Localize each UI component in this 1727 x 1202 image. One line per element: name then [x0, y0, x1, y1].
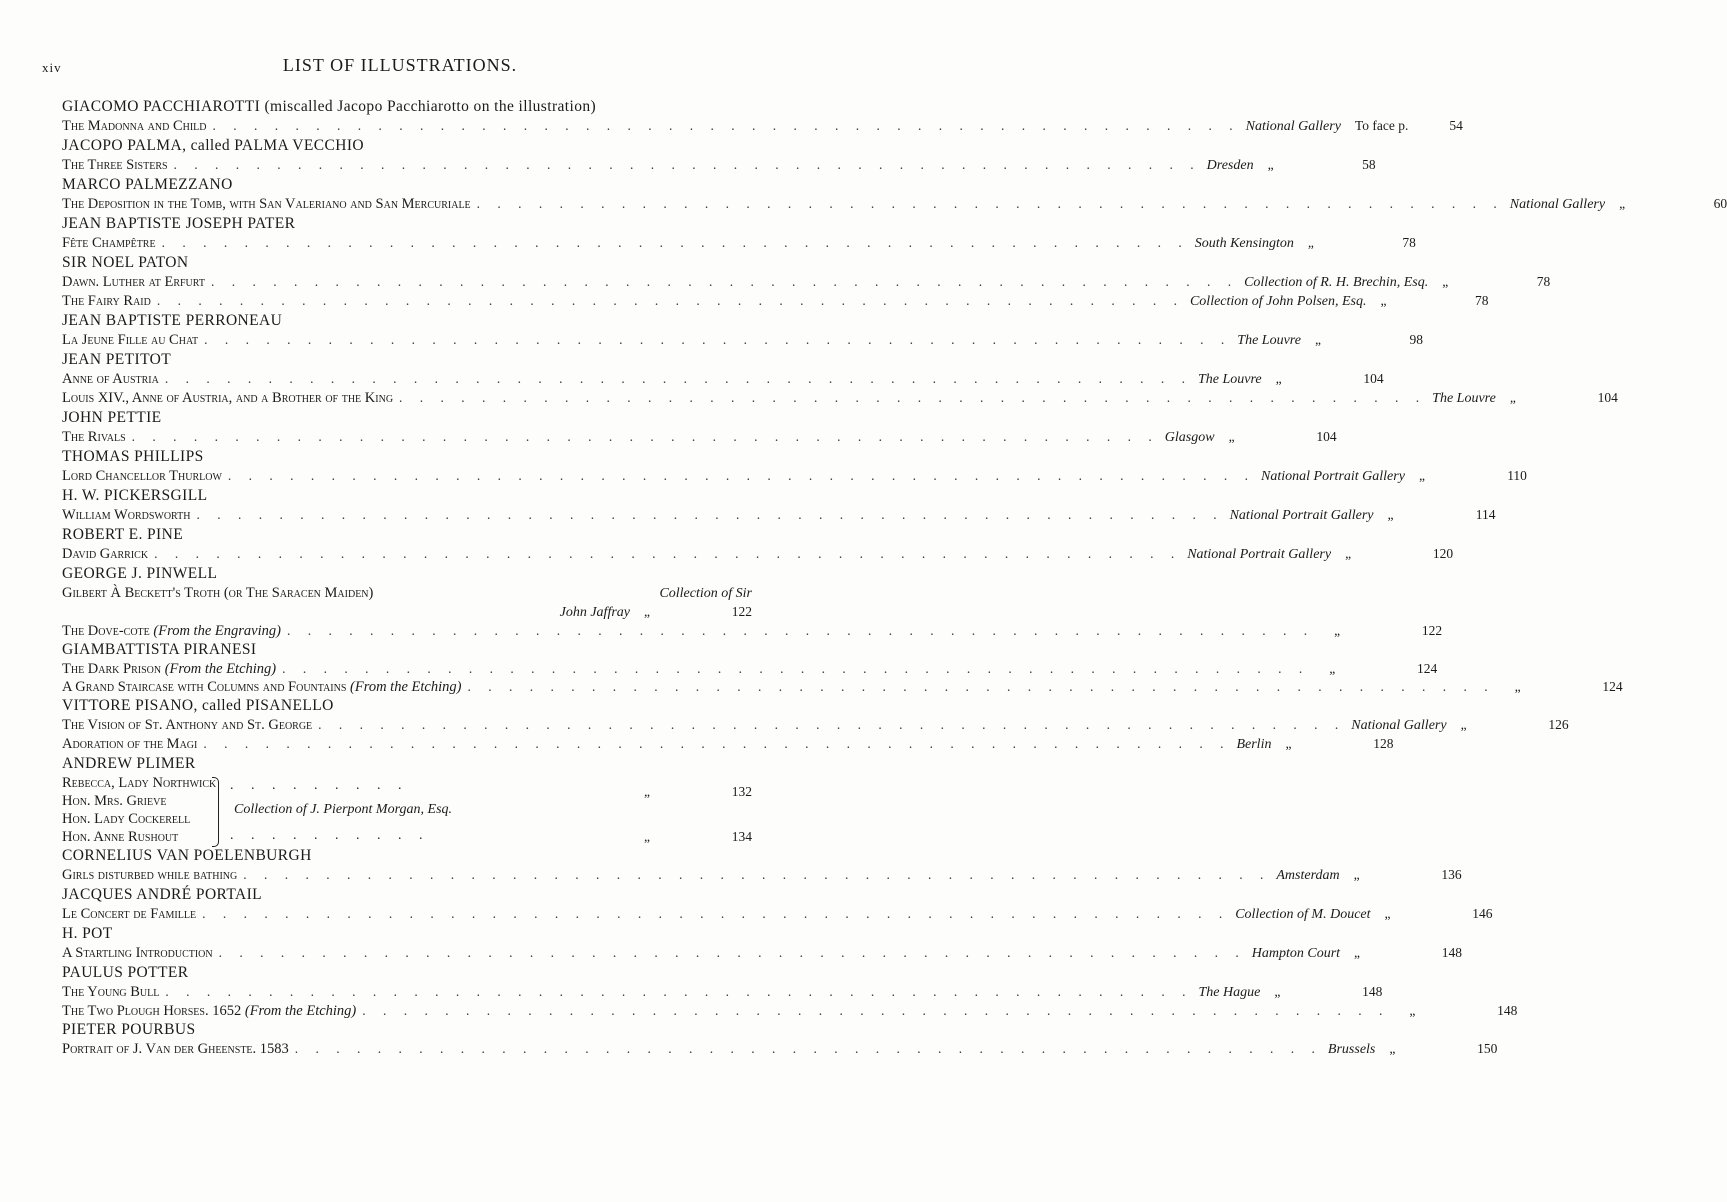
leader-dots: . . . . . . . . . . . . . . . . . . . . . . . . . . . . . . . . . . . . . . . . . . . . . . . . . .: [156, 293, 1184, 308]
illustration-main: [62, 944, 1340, 963]
illustration-title: The Fairy Raid: [62, 293, 151, 309]
illustration-main: [62, 866, 1340, 885]
artist-entry: [62, 1020, 1498, 1059]
illustration-location: Glasgow: [1164, 430, 1215, 445]
leader-dots: . . . . . . . . . . . . . . . . . . . . . . . . . . . . . . . . . . . . . . . . . . . . . . . . . .: [362, 1003, 1390, 1018]
ref-page: 78: [1536, 274, 1551, 289]
page-reference: [1375, 1040, 1497, 1058]
leader-dots: . . . . . . . . . .: [230, 828, 430, 843]
illustration-title: A Grand Staircase with Columns and Fountains (From the Etching): [62, 679, 462, 695]
page-reference: [1371, 905, 1493, 923]
ref-page: 148: [1441, 945, 1463, 960]
leader-dots: . . . . . . . . . . . . . . . . . . . . . . . . . . . . . . . . . . . . . . . . . . . . . . . . . .: [204, 332, 1232, 347]
illustration-row: [62, 428, 1337, 447]
artist-name: GEORGE J. PINWELL: [62, 565, 218, 582]
page-reference: [1331, 545, 1453, 563]
illustration-row: [62, 545, 1454, 564]
illustration-row: [62, 983, 1383, 1002]
illustration-main: [62, 1002, 1395, 1020]
leader-dots: . . . . . . . . . . . . . . . . . . . . . . . . . . . . . . . . . . . . . . . . . . . . . . . . . .: [203, 736, 1231, 751]
artist-entry: [62, 754, 752, 846]
illustration-title: Anne of Austria: [62, 371, 159, 387]
ref-label: „: [1334, 623, 1341, 638]
illustration-main: [62, 678, 1501, 696]
illustration-location: Berlin: [1236, 737, 1272, 752]
illustration-row: [62, 1040, 1498, 1059]
artist-entry: [62, 253, 1551, 311]
illustration-main: [62, 905, 1371, 924]
page-reference: [1262, 370, 1384, 388]
ref-page: 120: [1432, 546, 1454, 561]
leader-dots: . . . . . . . . . . . . . . . . . . . . . . . . . . . . . . . . . . . . . . . . . . . . . . . . . .: [294, 1041, 1322, 1056]
illustration-title: The Vision of St. Anthony and St. George: [62, 717, 313, 733]
artist-name: CORNELIUS VAN POELENBURGH: [62, 847, 312, 864]
artist-entry: [62, 175, 1727, 214]
ref-label: „: [1345, 546, 1352, 561]
illustration-main: [62, 735, 1271, 754]
page-reference: [1340, 866, 1462, 884]
group-location: Collection of J. Pierpont Morgan, Esq.: [234, 802, 453, 817]
artist-entry: [62, 214, 1416, 253]
artist-name: PIETER POURBUS: [62, 1021, 196, 1038]
running-head: LIST OF ILLUSTRATIONS.: [282, 55, 518, 75]
artist-name: JACQUES ANDRÉ PORTAIL: [62, 886, 262, 903]
artist-entry: [62, 963, 1518, 1020]
illustration-title: Portrait of J. Van der Gheenste. 1583: [62, 1041, 289, 1057]
page-reference: [1254, 156, 1376, 174]
artist-name: PAULUS POTTER: [62, 964, 189, 981]
illustrations-list: [62, 97, 1727, 1059]
illustration-row: [62, 678, 1623, 696]
page-reference: [1447, 716, 1569, 734]
illustration-location: The Hague: [1198, 985, 1261, 1000]
leader-dots: . . . . . . . . . . . . . . . . . . . . . . . . . . . . . . . . . . . . . . . . . . . . . . . . . .: [318, 717, 1346, 732]
ref-page: 114: [1475, 507, 1496, 522]
artist-entry: [62, 846, 1462, 885]
illustration-main: [62, 195, 1605, 214]
illustration-row: [62, 866, 1462, 885]
artist-name: JEAN PETITOT: [62, 351, 172, 368]
illustration-main: [62, 331, 1301, 350]
illustration-title: The Three Sisters: [62, 157, 168, 173]
illustration-main: [62, 545, 1331, 564]
illustration-note: (From the Etching): [244, 1003, 357, 1019]
illustration-location: Brussels: [1327, 1042, 1376, 1057]
ref-page: 148: [1497, 1003, 1518, 1018]
ref-label: „: [1380, 293, 1387, 308]
page-reference: [630, 603, 752, 621]
artist-entry: [62, 136, 1376, 175]
leader-dots: . . . . . . . . . . . . . . . . . . . . . . . . . . . . . . . . . . . . . . . . . . . . . . . . . .: [399, 390, 1427, 405]
illustration-title: Lord Chancellor Thurlow: [62, 468, 222, 484]
ref-page: 110: [1507, 468, 1527, 483]
illustration-location: National Gallery: [1351, 718, 1447, 733]
page-reference: [1405, 467, 1527, 485]
ref-label: „: [644, 829, 650, 844]
leader-dots: . . . . . . . . . . . . . . . . . . . . . . . . . . . . . . . . . . . . . . . . . . . . . . . . . .: [202, 906, 1230, 921]
leader-dots: . . . . . . . . . . . . . . . . . . . . . . . . . . . . . . . . . . . . . . . . . . . . . . . . . .: [212, 118, 1240, 133]
illustration-title: Gilbert À Beckett's Troth (or The Saracen Maiden): [62, 585, 374, 601]
ref-label: „: [1353, 867, 1360, 882]
illustration-two-line: [62, 584, 752, 622]
leader-dots: . . . . . . . . .: [230, 778, 409, 793]
illustration-note: (From the Engraving): [153, 623, 281, 639]
leader-dots: . . . . . . . . . . . . . . . . . . . . . . . . . . . . . . . . . . . . . . . . . . . . . . . . . .: [164, 371, 1192, 386]
illustration-location: National Gallery: [1245, 119, 1341, 134]
illustration-row: [62, 735, 1394, 754]
illustration-location: The Louvre: [1432, 391, 1496, 406]
illustration-main: [62, 622, 1320, 640]
ref-page: 122: [731, 604, 752, 619]
illustration-main: [62, 467, 1405, 486]
illustration-title: Hon. Mrs. Grieve: [62, 793, 167, 809]
illustration-title: Hon. Anne Rushout: [62, 829, 179, 845]
illustration-title: Hon. Lady Cockerell: [62, 811, 191, 827]
artist-entry: [62, 486, 1496, 525]
ref-page: 104: [1316, 429, 1337, 444]
artist-entry: [62, 564, 1443, 640]
page-reference: [1501, 678, 1623, 696]
ref-page: 122: [1421, 623, 1443, 638]
illustration-title: William Wordsworth: [62, 507, 191, 523]
ref-label: „: [1409, 1003, 1416, 1018]
page-number: xiv: [42, 60, 62, 75]
page-reference: [1341, 117, 1463, 135]
illustration-row: [62, 370, 1384, 389]
illustration-title: Adoration of the Magi: [62, 736, 198, 752]
page-reference: [630, 828, 752, 846]
illustration-location: National Portrait Gallery: [1261, 469, 1405, 484]
illustration-note: (From the Etching): [350, 679, 462, 695]
ref-label: To face p.: [1354, 118, 1409, 133]
ref-page: 104: [1363, 371, 1384, 386]
ref-label: „: [1228, 429, 1235, 444]
illustration-note: (From the Etching): [164, 661, 277, 677]
artist-name: H. POT: [62, 925, 113, 942]
ref-label: „: [1418, 468, 1425, 483]
illustration-main: [62, 660, 1315, 678]
leader-dots: . . . . . . . . . . . . . . . . . . . . . . . . . . . . . . . . . . . . . . . . . . . . . . . . . .: [286, 623, 1315, 638]
leader-dots: . . . . . . . . . . . . . . . . . . . . . . . . . . . . . . . . . . . . . . . . . . . . . . . . . .: [210, 274, 1239, 289]
ref-label: „: [1619, 196, 1626, 211]
ref-page: 124: [1602, 679, 1623, 694]
illustration-main: [62, 234, 1294, 253]
illustration-location: South Kensington: [1194, 236, 1294, 251]
illustration-location: Amsterdam: [1276, 868, 1340, 883]
ref-label: „: [1460, 717, 1467, 732]
ref-label: „: [1354, 945, 1361, 960]
illustration-title: A Startling Introduction: [62, 945, 213, 961]
illustration-row: [62, 156, 1376, 175]
illustration-main: [62, 1040, 1375, 1059]
illustration-row: [62, 1002, 1518, 1020]
leader-dots: . . . . . . . . . . . . . . . . . . . . . . . . . . . . . . . . . . . . . . . . . . . . . . . . . .: [165, 984, 1193, 999]
illustration-main: [62, 117, 1341, 136]
illustration-title: The Two Plough Horses. 1652 (From the Etching): [62, 1003, 357, 1019]
ref-page: 78: [1475, 293, 1489, 308]
illustration-main: [62, 506, 1373, 525]
ref-label: „: [1274, 984, 1281, 999]
illustration-location: John Jaffray: [559, 605, 630, 620]
grouped-portraits: [62, 774, 752, 846]
leader-dots: . . . . . . . . . . . . . . . . . . . . . . . . . . . . . . . . . . . . . . . . . . . . . . . . . .: [196, 507, 1224, 522]
ref-page: 146: [1472, 906, 1493, 921]
ref-page: 124: [1417, 661, 1438, 676]
artist-entry: [62, 408, 1337, 447]
illustration-main: [62, 983, 1260, 1002]
ref-page: 148: [1362, 984, 1383, 999]
illustration-title: La Jeune Fille au Chat: [62, 332, 199, 348]
illustration-row: [62, 506, 1496, 525]
ref-page: 104: [1597, 390, 1618, 405]
illustration-title: Rebecca, Lady Northwick: [62, 775, 217, 791]
artist-name: VITTORE PISANO, called PISANELLO: [62, 697, 334, 714]
illustration-row: [62, 716, 1569, 735]
ref-label: „: [1389, 1041, 1396, 1056]
illustration-row: [62, 195, 1727, 214]
illustration-main: [62, 389, 1496, 408]
illustration-title: The Dove-cote (From the Engraving): [62, 623, 281, 639]
illustration-row: [62, 389, 1618, 408]
leader-dots: . . . . . . . . . . . . . . . . . . . . . . . . . . . . . . . . . . . . . . . . . . . . . . . . . .: [227, 468, 1256, 483]
page-reference: [1320, 622, 1442, 640]
illustration-location: Dresden: [1206, 158, 1254, 173]
ref-page: 136: [1441, 867, 1462, 882]
page-reference: [1294, 234, 1416, 252]
page-reference: [1215, 428, 1337, 446]
leader-dots: . . . . . . . . . . . . . . . . . . . . . . . . . . . . . . . . . . . . . . . . . . . . . . . . . .: [161, 235, 1189, 250]
illustration-row: [62, 603, 752, 622]
illustration-row: [62, 273, 1551, 292]
artist-name: JEAN BAPTISTE JOSEPH PATER: [62, 215, 296, 232]
artist-name: ROBERT E. PINE: [62, 526, 184, 543]
ref-page: 60: [1713, 196, 1727, 211]
ref-page: 58: [1362, 157, 1376, 172]
ref-page: 54: [1449, 118, 1463, 133]
artist-entry: [62, 525, 1454, 564]
illustration-main: [62, 273, 1428, 292]
page-reference: [1340, 944, 1462, 962]
ref-page: 98: [1409, 332, 1423, 347]
ref-label: „: [1514, 679, 1521, 694]
illustration-title: Girls disturbed while bathing: [62, 867, 238, 883]
illustration-location: The Louvre: [1237, 333, 1301, 348]
illustration-row: [62, 660, 1438, 678]
illustration-row: [62, 292, 1489, 311]
ref-label: „: [644, 604, 650, 619]
illustration-location: The Louvre: [1197, 372, 1262, 387]
illustration-main: [62, 370, 1262, 389]
illustration-title: Dawn. Luther at Erfurt: [62, 274, 205, 290]
ref-label: „: [1267, 157, 1274, 172]
leader-dots: . . . . . . . . . . . . . . . . . . . . . . . . . . . . . . . . . . . . . . . . . . . . . . . . . .: [476, 196, 1504, 211]
illustration-row: [62, 117, 1463, 136]
illustration-row: [62, 622, 1443, 640]
artist-name: GIACOMO PACCHIAROTTI (miscalled Jacopo Pacchiarotto on the illustration): [62, 98, 597, 115]
illustration-location: National Portrait Gallery: [1229, 508, 1374, 523]
illustration-row: [62, 467, 1527, 486]
artist-name: SIR NOEL PATON: [62, 254, 189, 271]
artist-entry: [62, 350, 1618, 408]
page-reference: [1260, 983, 1382, 1001]
ref-label: „: [1509, 390, 1516, 405]
ref-page: 150: [1477, 1041, 1498, 1056]
ref-label: „: [1307, 235, 1314, 250]
artist-name: THOMAS PHILLIPS: [62, 448, 204, 465]
illustration-title: The Young Bull: [62, 984, 160, 1000]
artist-name: JACOPO PALMA, called PALMA VECCHIO: [62, 137, 364, 154]
ref-label: „: [1314, 332, 1321, 347]
ref-page: 134: [731, 829, 752, 844]
illustration-main: [62, 292, 1367, 311]
illustration-location: Hampton Court: [1251, 946, 1341, 961]
group-brace: [212, 777, 219, 847]
illustration-main: [62, 716, 1447, 735]
ref-page: 128: [1373, 736, 1394, 751]
illustration-row: [62, 584, 752, 603]
artist-name: MARCO PALMEZZANO: [62, 176, 233, 193]
artist-name: ANDREW PLIMER: [62, 755, 196, 772]
leader-dots: . . . . . . . . . . . . . . . . . . . . . . . . . . . . . . . . . . . . . . . . . . . . . . . . . .: [243, 867, 1271, 882]
ref-label: „: [1285, 736, 1292, 751]
artist-name: H. W. PICKERSGILL: [62, 487, 208, 504]
illustration-title: David Garrick: [62, 546, 149, 562]
illustration-title: Louis XIV., Anne of Austria, and a Brother of the King: [62, 390, 394, 406]
ref-page: 132: [731, 784, 752, 799]
illustration-location: Collection of John Polsen, Esq.: [1189, 294, 1367, 309]
artist-name: JOHN PETTIE: [62, 409, 162, 426]
ref-label: „: [644, 784, 650, 799]
leader-dots: . . . . . . . . . . . . . . . . . . . . . . . . . . . . . . . . . . . . . . . . . . . . . . . . . .: [173, 157, 1201, 172]
illustration-location: Collection of M. Doucet: [1235, 907, 1371, 922]
artist-name: JEAN BAPTISTE PERRONEAU: [62, 312, 283, 329]
page-reference: [630, 783, 752, 801]
illustration-row: [62, 331, 1423, 350]
page-reference: [1367, 292, 1489, 310]
ref-page: 78: [1402, 235, 1416, 250]
artist-name: GIAMBATTISTA PIRANESI: [62, 641, 257, 658]
ref-page: 126: [1548, 717, 1569, 732]
leader-dots: . . . . . . . . . . . . . . . . . . . . . . . . . . . . . . . . . . . . . . . . . . . . . . . . . .: [467, 679, 1495, 694]
artist-entry: [62, 885, 1493, 924]
page-reference: [1373, 506, 1495, 524]
page-reference: [1315, 660, 1437, 678]
illustration-row: [62, 234, 1416, 253]
illustration-title: Le Concert de Famille: [62, 906, 197, 922]
page-reference: [1301, 331, 1423, 349]
artist-entry: [62, 924, 1463, 963]
illustration-main: [62, 156, 1254, 175]
illustration-title: The Deposition in the Tomb, with San Valeriano and San Mercuriale: [62, 196, 471, 212]
page-reference: [1428, 273, 1550, 291]
illustration-row: [62, 905, 1493, 924]
page-reference: [1395, 1002, 1517, 1020]
artist-entry: [62, 447, 1527, 486]
artist-entry: [62, 640, 1623, 696]
illustration-title: Fête Champêtre: [62, 235, 156, 251]
illustration-main: [62, 584, 752, 603]
illustration-location: National Portrait Gallery: [1187, 547, 1332, 562]
ref-label: „: [1275, 371, 1282, 386]
ref-label: „: [1384, 906, 1391, 921]
illustration-location: Collection of R. H. Brechin, Esq.: [1244, 275, 1429, 290]
illustration-row: [62, 944, 1463, 963]
artist-entry: [62, 311, 1423, 350]
illustration-title: The Rivals: [62, 429, 126, 445]
page-reference: [1496, 389, 1618, 407]
ref-label: „: [1387, 507, 1394, 522]
illustration-location: Collection of Sir: [659, 586, 752, 601]
leader-dots: . . . . . . . . . . . . . . . . . . . . . . . . . . . . . . . . . . . . . . . . . . . . . . . . . .: [282, 661, 1310, 676]
page-reference: [1271, 735, 1393, 753]
ref-label: „: [1329, 661, 1336, 676]
leader-dots: . . . . . . . . . . . . . . . . . . . . . . . . . . . . . . . . . . . . . . . . . . . . . . . . . .: [131, 429, 1159, 444]
illustration-title: The Madonna and Child: [62, 118, 207, 134]
leader-dots: . . . . . . . . . . . . . . . . . . . . . . . . . . . . . . . . . . . . . . . . . . . . . . . . . .: [218, 945, 1246, 960]
illustration-location: National Gallery: [1509, 197, 1606, 212]
artist-entry: [62, 696, 1569, 754]
artist-entry: [62, 97, 1463, 136]
page-reference: [1605, 195, 1727, 213]
ref-label: „: [1442, 274, 1449, 289]
illustration-main: [62, 603, 630, 622]
leader-dots: . . . . . . . . . . . . . . . . . . . . . . . . . . . . . . . . . . . . . . . . . . . . . . . . . .: [154, 546, 1182, 561]
illustration-title: The Dark Prison (From the Etching): [62, 661, 277, 677]
illustration-main: [62, 428, 1215, 447]
